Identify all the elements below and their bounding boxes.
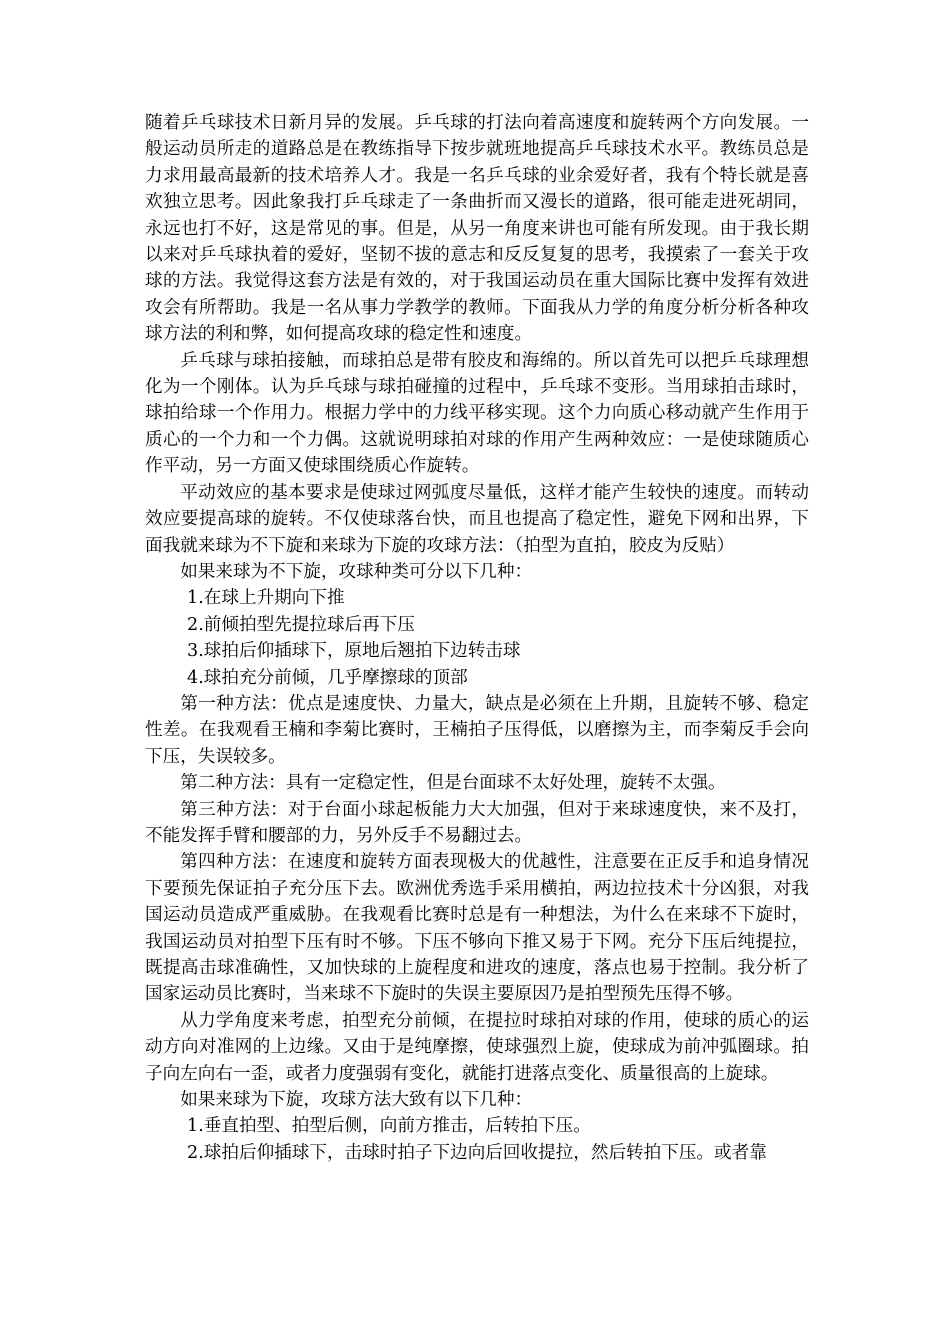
- intro-paragraph: 随着乒乓球技术日新月异的发展。乒乓球的打法向着高速度和旋转两个方向发展。一般运动员所走的道路总是在教练指导下按步就班地提高乒乓球技术水平。教练员总是力求用最高最新的技术培养人才。我是一名乒乓球的业余爱好者，我有个特长就是喜欢独立思考。因此象我打乒乓球走了一条曲折而又漫长的道路，很可能走进死胡同，永远也打不好，这是常见的事。但是，从另一角度来讲也可能有所发现。由于我长期以来对乒乓球执着的爱好，坚韧不拔的意志和反反复复的思考，我摸索了一套关于攻球的方法。我觉得这套方法是有效的，对于我国运动员在重大国际比赛中发挥有效进攻会有所帮助。我是一名从事力学教学的教师。下面我从力学的角度分析分析各种攻球方法的利和弊，如何提高攻球的稳定性和速度。: [145, 113, 809, 345]
- document-body: [145, 110, 809, 1166]
- method-2-paragraph: 第二种方法：具有一定稳定性，但是台面球不太好处理，旋转不太强。: [180, 773, 726, 794]
- method-1-paragraph: 第一种方法：优点是速度快、力量大，缺点是必须在上升期，且旋转不够、稳定性差。在我观看王楠和李菊比赛时，王楠拍子压得低，以磨擦为主，而李菊反手会向下压，失误较多。: [145, 693, 809, 767]
- method-3-paragraph: 第三种方法：对于台面小球起板能力大大加强，但对于来球速度快，来不及打，不能发挥手臂和腰部的力，另外反手不易翻过去。: [145, 799, 809, 846]
- method-4-paragraph: 第四种方法：在速度和旋转方面表现极大的优越性，注意要在正反手和追身情况下要预先保证拍子充分压下去。欧洲优秀选手采用横拍，两边拉技术十分凶狠，对我国运动员造成严重威胁。在我观看比赛时总是有一种想法，为什么在来球不下旋时，我国运动员对拍型下压有时不够。下压不够向下推又易于下网。充分下压后纯提拉，既提高击球准确性，又加快球的上旋程度和进攻的速度，落点也易于控制。我分析了国家运动员比赛时，当来球不下旋时的失误主要原因乃是拍型预先压得不够。: [145, 852, 809, 1005]
- list-item: 2.球拍后仰插球下，击球时拍子下边向后回收提拉，然后转拍下压。或者靠: [187, 1142, 767, 1163]
- no-backspin-heading: 如果来球为不下旋，攻球种类可分以下几种：: [180, 561, 533, 582]
- list-item: 3.球拍后仰插球下，原地后翘拍下边转击球: [187, 641, 521, 662]
- physics-paragraph: 乒乓球与球拍接触，而球拍总是带有胶皮和海绵的。所以首先可以把乒乓球理想化为一个刚体。认为乒乓球与球拍碰撞的过程中，乒乓球不变形。当用球拍击球时，球拍给球一个作用力。根据力学中的力线平移实现。这个力向质心移动就产生作用于质心的一个力和一个力偶。这就说明球拍对球的作用产生两种效应：一是使球随质心作平动，另一方面又使球围绕质心作旋转。: [145, 350, 809, 477]
- mechanics-paragraph: 从力学角度来考虑，拍型充分前倾，在提拉时球拍对球的作用，使球的质心的运动方向对准网的上边缘。又由于是纯摩擦，使球强烈上旋，使球成为前冲弧圈球。拍子向左向右一歪，或者力度强弱有变化，就能打进落点变化、质量很高的上旋球。: [145, 1010, 809, 1084]
- list-item: 1.在球上升期向下推: [187, 588, 345, 609]
- list-item: 2.前倾拍型先提拉球后再下压: [187, 614, 415, 635]
- list-item: 4.球拍充分前倾，几乎摩擦球的顶部: [187, 667, 468, 688]
- effects-paragraph: 平动效应的基本要求是使球过网弧度尽量低，这样才能产生较快的速度。而转动效应要提高球的旋转。不仅使球落台快，而且也提高了稳定性，避免下网和出界，下面我就来球为不下旋和来球为下旋的攻球方法：（拍型为直拍，胶皮为反贴）: [145, 482, 809, 556]
- backspin-heading: 如果来球为下旋，攻球方法大致有以下几种：: [180, 1090, 533, 1111]
- list-item: 1.垂直拍型、拍型后侧，向前方推击，后转拍下压。: [187, 1116, 591, 1137]
